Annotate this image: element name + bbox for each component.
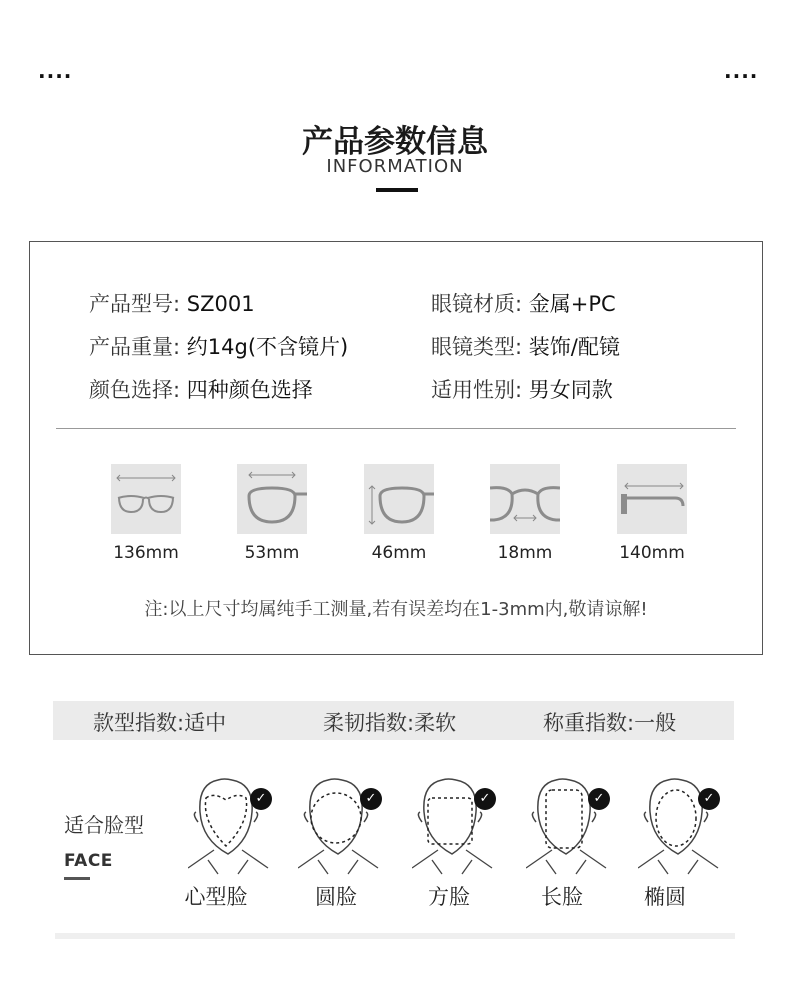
flexibility-index: 柔韧指数:柔软 [323,711,457,735]
dimension-value: 53mm [244,543,300,563]
measurement-note: 注:以上尺寸均属纯手工测量,若有误差均在1-3mm内,敬请谅解! [144,599,648,620]
face-label-oval: 椭圆 [644,885,686,909]
face-section-subtitle: FACE [64,851,113,871]
dimension-item [364,464,434,563]
frame-total-width-icon [111,464,181,534]
weight-index: 称重指数:一般 [543,711,677,735]
page-subtitle: INFORMATION [326,156,464,177]
face-label-long: 长脸 [541,885,583,909]
face-label-round: 圆脸 [315,885,357,909]
face-card-square [412,778,502,882]
bottom-divider [55,933,735,939]
spec-weight [89,331,348,361]
check-icon: ✓ [250,788,272,810]
face-card-round [298,778,388,882]
face-card-oval [638,778,728,882]
spec-value: 四种颜色选择 [186,378,313,402]
dimension-value: 18mm [497,543,553,563]
page-title: 产品参数信息 [302,124,488,160]
check-icon: ✓ [698,788,720,810]
dimension-item [490,464,560,563]
spec-value: 约14g(不含镜片) [186,335,349,359]
spec-value: 男女同款 [528,378,613,402]
spec-label: 产品型号: [89,292,187,316]
spec-label: 眼镜材质: [431,292,529,316]
spec-color [89,374,313,404]
dimension-item [111,464,181,563]
check-icon: ✓ [588,788,610,810]
face-card-long [526,778,616,882]
temple-length-icon [617,464,687,534]
index-bar [53,701,734,740]
spec-label: 产品重量: [89,335,187,359]
lens-width-icon [237,464,307,534]
decorative-dots-right: .... [724,59,759,83]
face-underline [64,877,90,880]
spec-value: 金属+PC [528,292,616,316]
spec-divider [56,428,736,429]
spec-value: 装饰/配镜 [528,335,620,359]
dimension-item [237,464,307,563]
lens-height-icon [364,464,434,534]
face-label-heart: 心型脸 [184,885,248,909]
check-icon: ✓ [360,788,382,810]
dimension-value: 140mm [619,543,685,563]
face-card-heart [188,778,278,882]
spec-label: 颜色选择: [89,378,187,402]
spec-value: SZ001 [186,292,255,316]
bridge-width-icon [490,464,560,534]
spec-label: 眼镜类型: [431,335,529,359]
spec-label: 适用性别: [431,378,529,402]
face-section-title: 适合脸型 [64,813,144,837]
spec-panel [29,241,763,655]
dimension-value: 46mm [371,543,427,563]
decorative-dots-left: .... [38,59,73,83]
spec-material [431,288,616,318]
spec-gender [431,374,613,404]
dimension-value: 136mm [113,543,179,563]
spec-model [89,288,255,318]
title-underline [376,188,418,192]
style-index: 款型指数:适中 [93,711,227,735]
dimension-item [617,464,687,563]
face-label-square: 方脸 [428,885,470,909]
spec-type [431,331,620,361]
check-icon: ✓ [474,788,496,810]
